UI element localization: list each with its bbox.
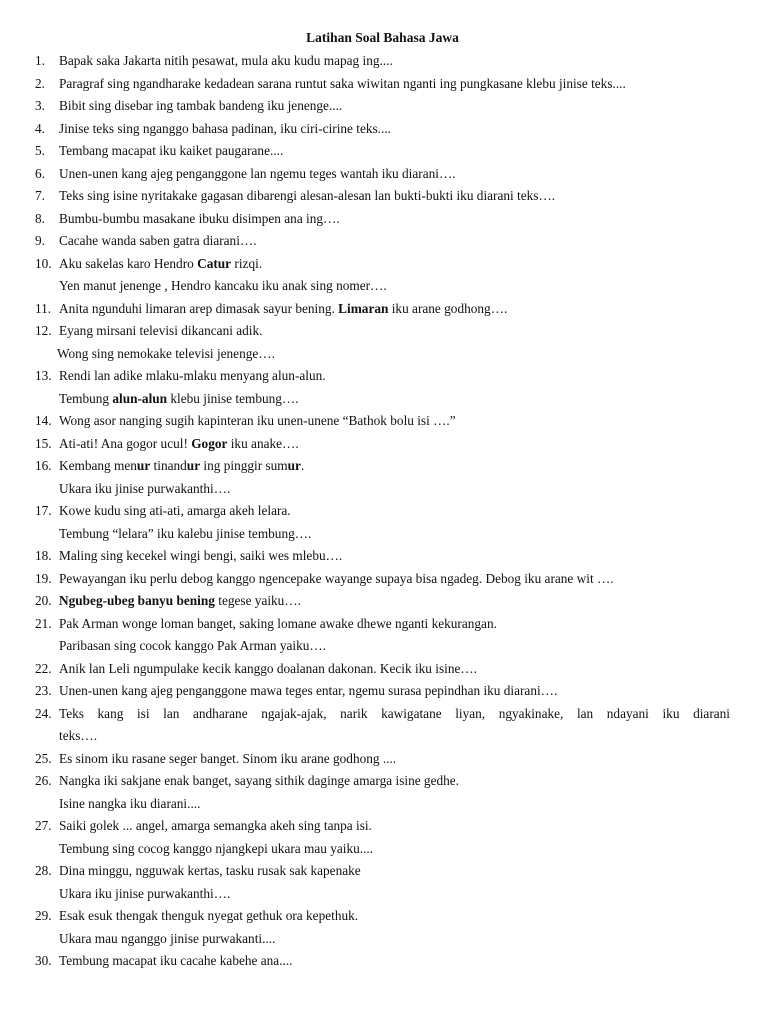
- question-number: 22.: [35, 660, 52, 676]
- question-number: 20.: [35, 593, 52, 608]
- text-segment: Wong asor nanging sugih kapinteran iku unen-unene “Bathok bolu isi ….”: [59, 413, 456, 428]
- question-number: 29.: [35, 908, 52, 923]
- text-segment: Ukara iku jinise purwakanthi….: [59, 885, 231, 901]
- text-segment: Esak esuk thengak thenguk nyegat gethuk ora kepethuk.: [59, 908, 359, 923]
- question-text: [59, 680, 730, 703]
- text-segment: teks….: [59, 728, 98, 743]
- question-line: [59, 455, 730, 478]
- question-text: [59, 140, 730, 163]
- question-text: [59, 95, 730, 118]
- bold-term: alun-alun: [112, 390, 168, 406]
- text-segment: Unen-unen kang ajeg penganggone lan ngemu teges wantah iku diarani….: [59, 165, 456, 181]
- question-text: [59, 950, 730, 973]
- question-continuation-line: [59, 275, 730, 298]
- text-segment: Cacahe wanda saben gatra diarani….: [59, 233, 257, 248]
- question-list: [35, 50, 730, 973]
- question-number: 16.: [35, 458, 52, 473]
- text-segment: Kembang men: [59, 458, 137, 473]
- text-segment: Dina minggu, ngguwak kertas, tasku rusak sak kapenake: [59, 863, 361, 878]
- question-item: [35, 905, 730, 950]
- text-segment: Anik lan Leli ngumpulake kecik kanggo doalanan dakonan. Kecik iku isine….: [59, 660, 478, 676]
- question-item: [35, 568, 730, 591]
- question-item: [35, 703, 730, 748]
- text-segment: Nangka iki sakjane enak banget, sayang sithik daginge amarga isine gedhe.: [59, 773, 460, 788]
- question-line: [59, 500, 730, 523]
- question-text: [59, 73, 730, 96]
- text-segment: Saiki golek ... angel, amarga semangka akeh sing tanpa isi.: [59, 818, 372, 833]
- question-item: [35, 433, 730, 456]
- question-text: [59, 118, 730, 141]
- text-segment: Paragraf sing ngandharake kedadean sarana runtut saka wiwitan nganti ing pungkasane klebu jinise teks....: [59, 75, 626, 91]
- question-line: [59, 118, 730, 141]
- question-line: [59, 50, 730, 73]
- question-number: 24.: [35, 705, 52, 721]
- text-segment: Paribasan sing cocok kanggo Pak Arman yaiku….: [59, 638, 326, 653]
- text-segment: Unen-unen kang ajeg penganggone mawa teges entar, ngemu surasa pepindhan iku diarani….: [59, 683, 558, 698]
- bold-term: Ngubeg-ubeg banyu bening: [59, 593, 215, 608]
- question-text: [59, 185, 730, 208]
- question-number: 27.: [35, 818, 52, 833]
- text-segment: tinand: [150, 458, 187, 473]
- question-item: [35, 545, 730, 568]
- text-segment: iku anake….: [227, 435, 299, 451]
- question-number: 17.: [35, 503, 52, 518]
- question-text: [59, 410, 730, 433]
- question-item: [35, 680, 730, 703]
- question-item: [35, 748, 730, 771]
- question-line: [59, 703, 730, 726]
- text-segment: Bapak saka Jakarta nitih pesawat, mula aku kudu mapag ing....: [59, 53, 393, 68]
- question-number: 3.: [35, 98, 45, 113]
- question-line: [59, 433, 730, 456]
- text-segment: Ukara iku jinise purwakanthi….: [59, 480, 231, 496]
- question-text: [59, 365, 730, 410]
- question-text: [59, 658, 730, 681]
- question-item: [35, 590, 730, 613]
- text-segment: ing pinggir sum: [200, 458, 288, 473]
- text-segment: Jinise teks sing nganggo bahasa padinan, iku ciri-cirine teks....: [59, 120, 391, 136]
- question-line: [59, 410, 730, 433]
- question-number: 26.: [35, 773, 52, 788]
- question-item: [35, 815, 730, 860]
- bold-term: ur: [186, 458, 201, 473]
- question-text: [59, 770, 730, 815]
- question-number: 25.: [35, 750, 52, 766]
- question-line: [59, 815, 730, 838]
- question-continuation-line: [57, 343, 730, 366]
- question-number: 21.: [35, 615, 52, 631]
- question-line: [59, 613, 730, 636]
- question-line: [59, 253, 730, 276]
- text-segment: iku arane godhong….: [388, 300, 508, 316]
- bold-term: ur: [136, 458, 151, 473]
- question-item: [35, 163, 730, 186]
- question-number: 28.: [35, 863, 52, 878]
- text-segment: Bumbu-bumbu masakane ibuku disimpen ana ing….: [59, 210, 340, 226]
- question-text: [59, 208, 730, 231]
- question-text: [59, 163, 730, 186]
- question-number: 13.: [35, 368, 52, 383]
- question-continuation-line: [59, 635, 730, 658]
- question-line: [59, 185, 730, 208]
- question-item: [35, 185, 730, 208]
- question-item: [35, 50, 730, 73]
- text-segment: Tembung: [59, 390, 113, 406]
- text-segment: klebu jinise tembung….: [167, 390, 299, 406]
- question-number: 9.: [35, 233, 45, 248]
- question-number: 19.: [35, 570, 52, 586]
- question-text: [59, 253, 730, 298]
- question-item: [35, 455, 730, 500]
- text-segment: Ati-ati! Ana gogor ucul!: [59, 435, 192, 451]
- question-line: [59, 320, 730, 343]
- question-item: [35, 298, 730, 321]
- question-text: [59, 703, 730, 748]
- bold-term: Catur: [197, 255, 232, 271]
- text-segment: Teks sing isine nyritakake gagasan dibarengi alesan-alesan lan bukti-bukti iku diarani teks….: [59, 188, 556, 203]
- question-line: [59, 658, 730, 681]
- question-line: [59, 905, 730, 928]
- question-line: [59, 208, 730, 231]
- text-segment: Eyang mirsani televisi dikancani adik.: [59, 323, 263, 338]
- text-segment: Anita ngunduhi limaran arep dimasak sayur bening.: [59, 300, 339, 316]
- question-line: [59, 230, 730, 253]
- question-item: [35, 658, 730, 681]
- text-segment: Tembung macapat iku cacahe kabehe ana....: [59, 953, 293, 968]
- question-number: 18.: [35, 548, 52, 563]
- question-text: [59, 590, 730, 613]
- text-segment: Aku sakelas karo Hendro: [59, 255, 198, 271]
- question-line: [59, 140, 730, 163]
- question-text: [59, 50, 730, 73]
- question-continuation-line: [59, 838, 730, 861]
- question-text: [59, 815, 730, 860]
- question-number: 23.: [35, 683, 52, 698]
- question-number: 2.: [35, 75, 45, 91]
- text-segment: rizqi.: [231, 255, 263, 271]
- page-title: Latihan Soal Bahasa Jawa: [306, 30, 459, 45]
- text-segment: Rendi lan adike mlaku-mlaku menyang alun-alun.: [59, 368, 326, 383]
- question-number: 11.: [35, 300, 52, 316]
- question-item: [35, 365, 730, 410]
- text-segment: tegese yaiku….: [214, 593, 301, 608]
- bold-term: Gogor: [191, 435, 228, 451]
- text-segment: Es sinom iku rasane seger banget. Sinom iku arane godhong ....: [59, 750, 397, 766]
- question-item: [35, 73, 730, 96]
- question-item: [35, 253, 730, 298]
- question-item: [35, 140, 730, 163]
- question-line: [59, 163, 730, 186]
- question-number: 4.: [35, 120, 45, 136]
- question-text: [59, 433, 730, 456]
- text-segment: Pewayangan iku perlu debog kanggo ngencepake wayange supaya bisa ngadeg. Debog iku arane wit ….: [59, 570, 614, 586]
- question-line: [59, 680, 730, 703]
- question-text: [59, 230, 730, 253]
- question-text: [59, 613, 730, 658]
- question-line: [59, 568, 730, 591]
- question-continuation-line: [59, 725, 730, 748]
- question-continuation-line: [59, 523, 730, 546]
- question-number: 6.: [35, 165, 45, 181]
- question-number: 14.: [35, 413, 52, 428]
- question-line: [59, 298, 730, 321]
- text-segment: Bibit sing disebar ing tambak bandeng iku jenenge....: [59, 98, 343, 113]
- question-item: [35, 208, 730, 231]
- question-number: 7.: [35, 188, 45, 203]
- text-segment: Maling sing kecekel wingi bengi, saiki wes mlebu….: [59, 548, 343, 563]
- text-segment: .: [300, 458, 305, 473]
- question-line: [59, 770, 730, 793]
- bold-term: ur: [287, 458, 301, 473]
- question-item: [35, 950, 730, 973]
- question-continuation-line: [59, 478, 730, 501]
- question-line: [59, 748, 730, 771]
- question-continuation-line: [59, 793, 730, 816]
- text-segment: Tembung sing cocog kanggo njangkepi ukara mau yaiku....: [59, 840, 374, 856]
- question-line: [59, 73, 730, 96]
- question-number: 5.: [35, 143, 45, 158]
- question-item: [35, 410, 730, 433]
- question-line: [59, 365, 730, 388]
- text-segment: Kowe kudu sing ati-ati, amarga akeh lelara.: [59, 503, 291, 518]
- question-item: [35, 118, 730, 141]
- question-item: [35, 500, 730, 545]
- question-text: [59, 905, 730, 950]
- question-text: [59, 545, 730, 568]
- text-segment: Yen manut jenenge , Hendro kancaku iku anak sing nomer….: [59, 278, 387, 293]
- question-number: 30.: [35, 953, 52, 968]
- question-item: [35, 860, 730, 905]
- text-segment: Tembung “lelara” iku kalebu jinise tembung….: [59, 525, 312, 541]
- question-item: [35, 95, 730, 118]
- question-item: [35, 320, 730, 365]
- question-text: [59, 860, 730, 905]
- question-number: 10.: [35, 255, 52, 271]
- question-item: [35, 613, 730, 658]
- question-line: [59, 545, 730, 568]
- question-number: 1.: [35, 53, 45, 68]
- question-line: [59, 590, 730, 613]
- question-line: [59, 95, 730, 118]
- question-item: [35, 770, 730, 815]
- bold-term: Limaran: [338, 300, 389, 316]
- text-segment: Pak Arman wonge loman banget, saking lomane awake dhewe nganti kekurangan.: [59, 615, 497, 631]
- question-continuation-line: [59, 388, 730, 411]
- question-number: 8.: [35, 210, 45, 226]
- question-text: [59, 500, 730, 545]
- question-continuation-line: [59, 883, 730, 906]
- question-text: [59, 748, 730, 771]
- question-number: 12.: [35, 323, 52, 338]
- text-segment: Ukara mau nganggo jinise purwakanti....: [59, 930, 276, 946]
- question-text: [59, 320, 730, 365]
- question-text: [59, 568, 730, 591]
- question-item: [35, 230, 730, 253]
- question-line: [59, 950, 730, 973]
- question-continuation-line: [59, 928, 730, 951]
- text-segment: Isine nangka iku diarani....: [59, 795, 201, 811]
- question-text: [59, 455, 730, 500]
- question-number: 15.: [35, 435, 52, 451]
- question-text: [59, 298, 730, 321]
- question-line: [59, 860, 730, 883]
- text-segment: Teks kang isi lan andharane ngajak-ajak, narik kawigatane liyan, ngyakinake, lan ndayani iku diarani: [59, 705, 730, 721]
- text-segment: Wong sing nemokake televisi jenenge….: [57, 345, 275, 361]
- text-segment: Tembang macapat iku kaiket paugarane....: [59, 143, 284, 158]
